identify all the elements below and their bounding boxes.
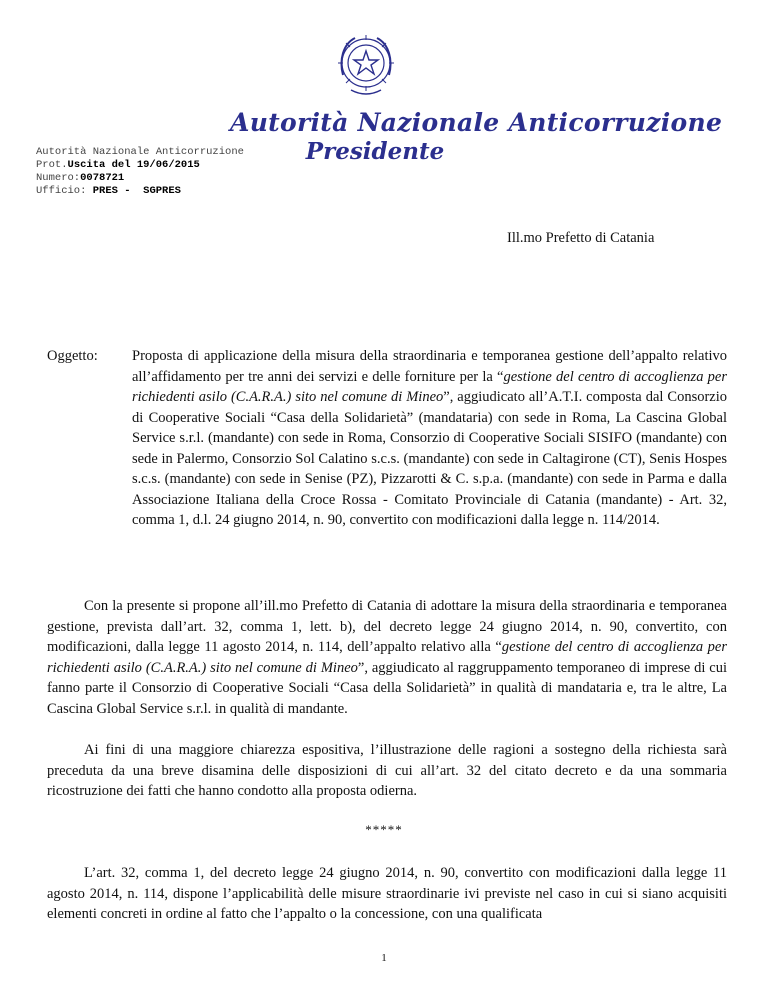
paragraph-proposal	[47, 596, 727, 719]
authority-title: Autorità Nazionale Anticorruzione	[230, 108, 723, 137]
italian-republic-emblem-icon	[333, 30, 399, 100]
authority-subtitle: Presidente	[305, 138, 445, 165]
paragraph1-part2: ”, aggiudicato al raggruppamento temporaneo di imprese di cui fanno parte il Consorzio di Cooperative Sociali “Casa della Solidarietà” in qualità di mandataria e, tra le altre, La Cascina Global Service s.r.l. in qualità di mandante.	[47, 659, 727, 717]
page-number: 1	[381, 952, 387, 964]
recipient: Ill.mo Prefetto di Catania	[507, 230, 655, 246]
protocol-prot-row	[36, 159, 244, 172]
protocol-authority: Autorità Nazionale Anticorruzione	[36, 146, 244, 158]
numero-label: Numero:	[36, 172, 81, 184]
paragraph1-part1: Con la presente si propone all’ill.mo Prefetto di Catania di adottare la misura della straordinaria e temporanea gestione, prevista dall’art. 32, comma 1, lett. b), del decreto legge 24 giugno 2014, n. 90, convertito, con modificazioni, dalla legge 11 agosto 2014, n. 114, dell’appalto relativo alla “	[47, 598, 727, 655]
section-separator: *****	[365, 822, 403, 837]
subject-part1: Proposta di applicazione della misura della straordinaria e temporanea gestione dell’appalto relativo all’affidamento per tre anni dei servizi e delle forniture per la “	[132, 348, 727, 385]
protocol-numero-row	[36, 172, 244, 185]
paragraph1-italic: gestione del centro di accoglienza per richiedenti asilo (C.A.R.A.) sito nel comune di Mineo	[47, 639, 727, 676]
ufficio-label: Ufficio:	[36, 185, 87, 197]
paragraph-clarity: Ai fini di una maggiore chiarezza espositiva, l’illustrazione delle ragioni a sostegno della richiesta sarà preceduta da una breve disamina delle disposizioni di cui all’art. 32 del citato decreto e da una sommaria ricostruzione dei fatti che hanno condotto alla proposta odierna.	[47, 742, 727, 799]
prot-label: Prot.	[36, 159, 68, 171]
numero-value: 0078721	[80, 172, 125, 184]
paragraph-article: L’art. 32, comma 1, del decreto legge 24 giugno 2014, n. 90, convertito con modificazioni dalla legge 11 agosto 2014, n. 114, dispone l’applicabilità delle misure straordinarie ivi previste nel caso in cui si siano acquisiti elementi concreti in ordine al fatto che l’appalto o la concessione, con una qualificata	[47, 865, 727, 922]
protocol-ufficio-row	[36, 185, 244, 198]
protocol-stamp	[36, 146, 244, 198]
subject-italic: gestione del centro di accoglienza per richiedenti asilo (C.A.R.A.) sito nel comune di Mineo	[132, 368, 727, 405]
subject-text	[132, 346, 727, 531]
subject-block	[47, 346, 727, 531]
ufficio-value: PRES - SGPRES	[92, 185, 181, 197]
subject-part2: ”, aggiudicato all’A.T.I. composta dal Consorzio di Cooperative Sociali “Casa della Solidarietà” (mandataria) con sede in Roma, La Cascina Global Service s.r.l. (mandante) con sede in Roma, Consorzio di Cooperative Sociali SISIFO (mandante) con sede in Palermo, Consorzio Sol Calatino s.c.s. (mandante) con sede in Caltagirone (CT), Senis Hospes s.c.s. (mandante) con sede in Senise (PZ), Pizzarotti & C. s.p.a. (mandante) con sede in Parma e dalla Associazione Italiana della Croce Rossa - Comitato Provinciale di Catania (mandante) - Art. 32, comma 1, d.l. 24 giugno 2014, n. 90, convertito con modificazioni dalla legge n. 114/2014.	[132, 389, 727, 528]
subject-label: Oggetto:	[47, 348, 98, 364]
prot-value: Uscita del 19/06/2015	[67, 159, 200, 171]
